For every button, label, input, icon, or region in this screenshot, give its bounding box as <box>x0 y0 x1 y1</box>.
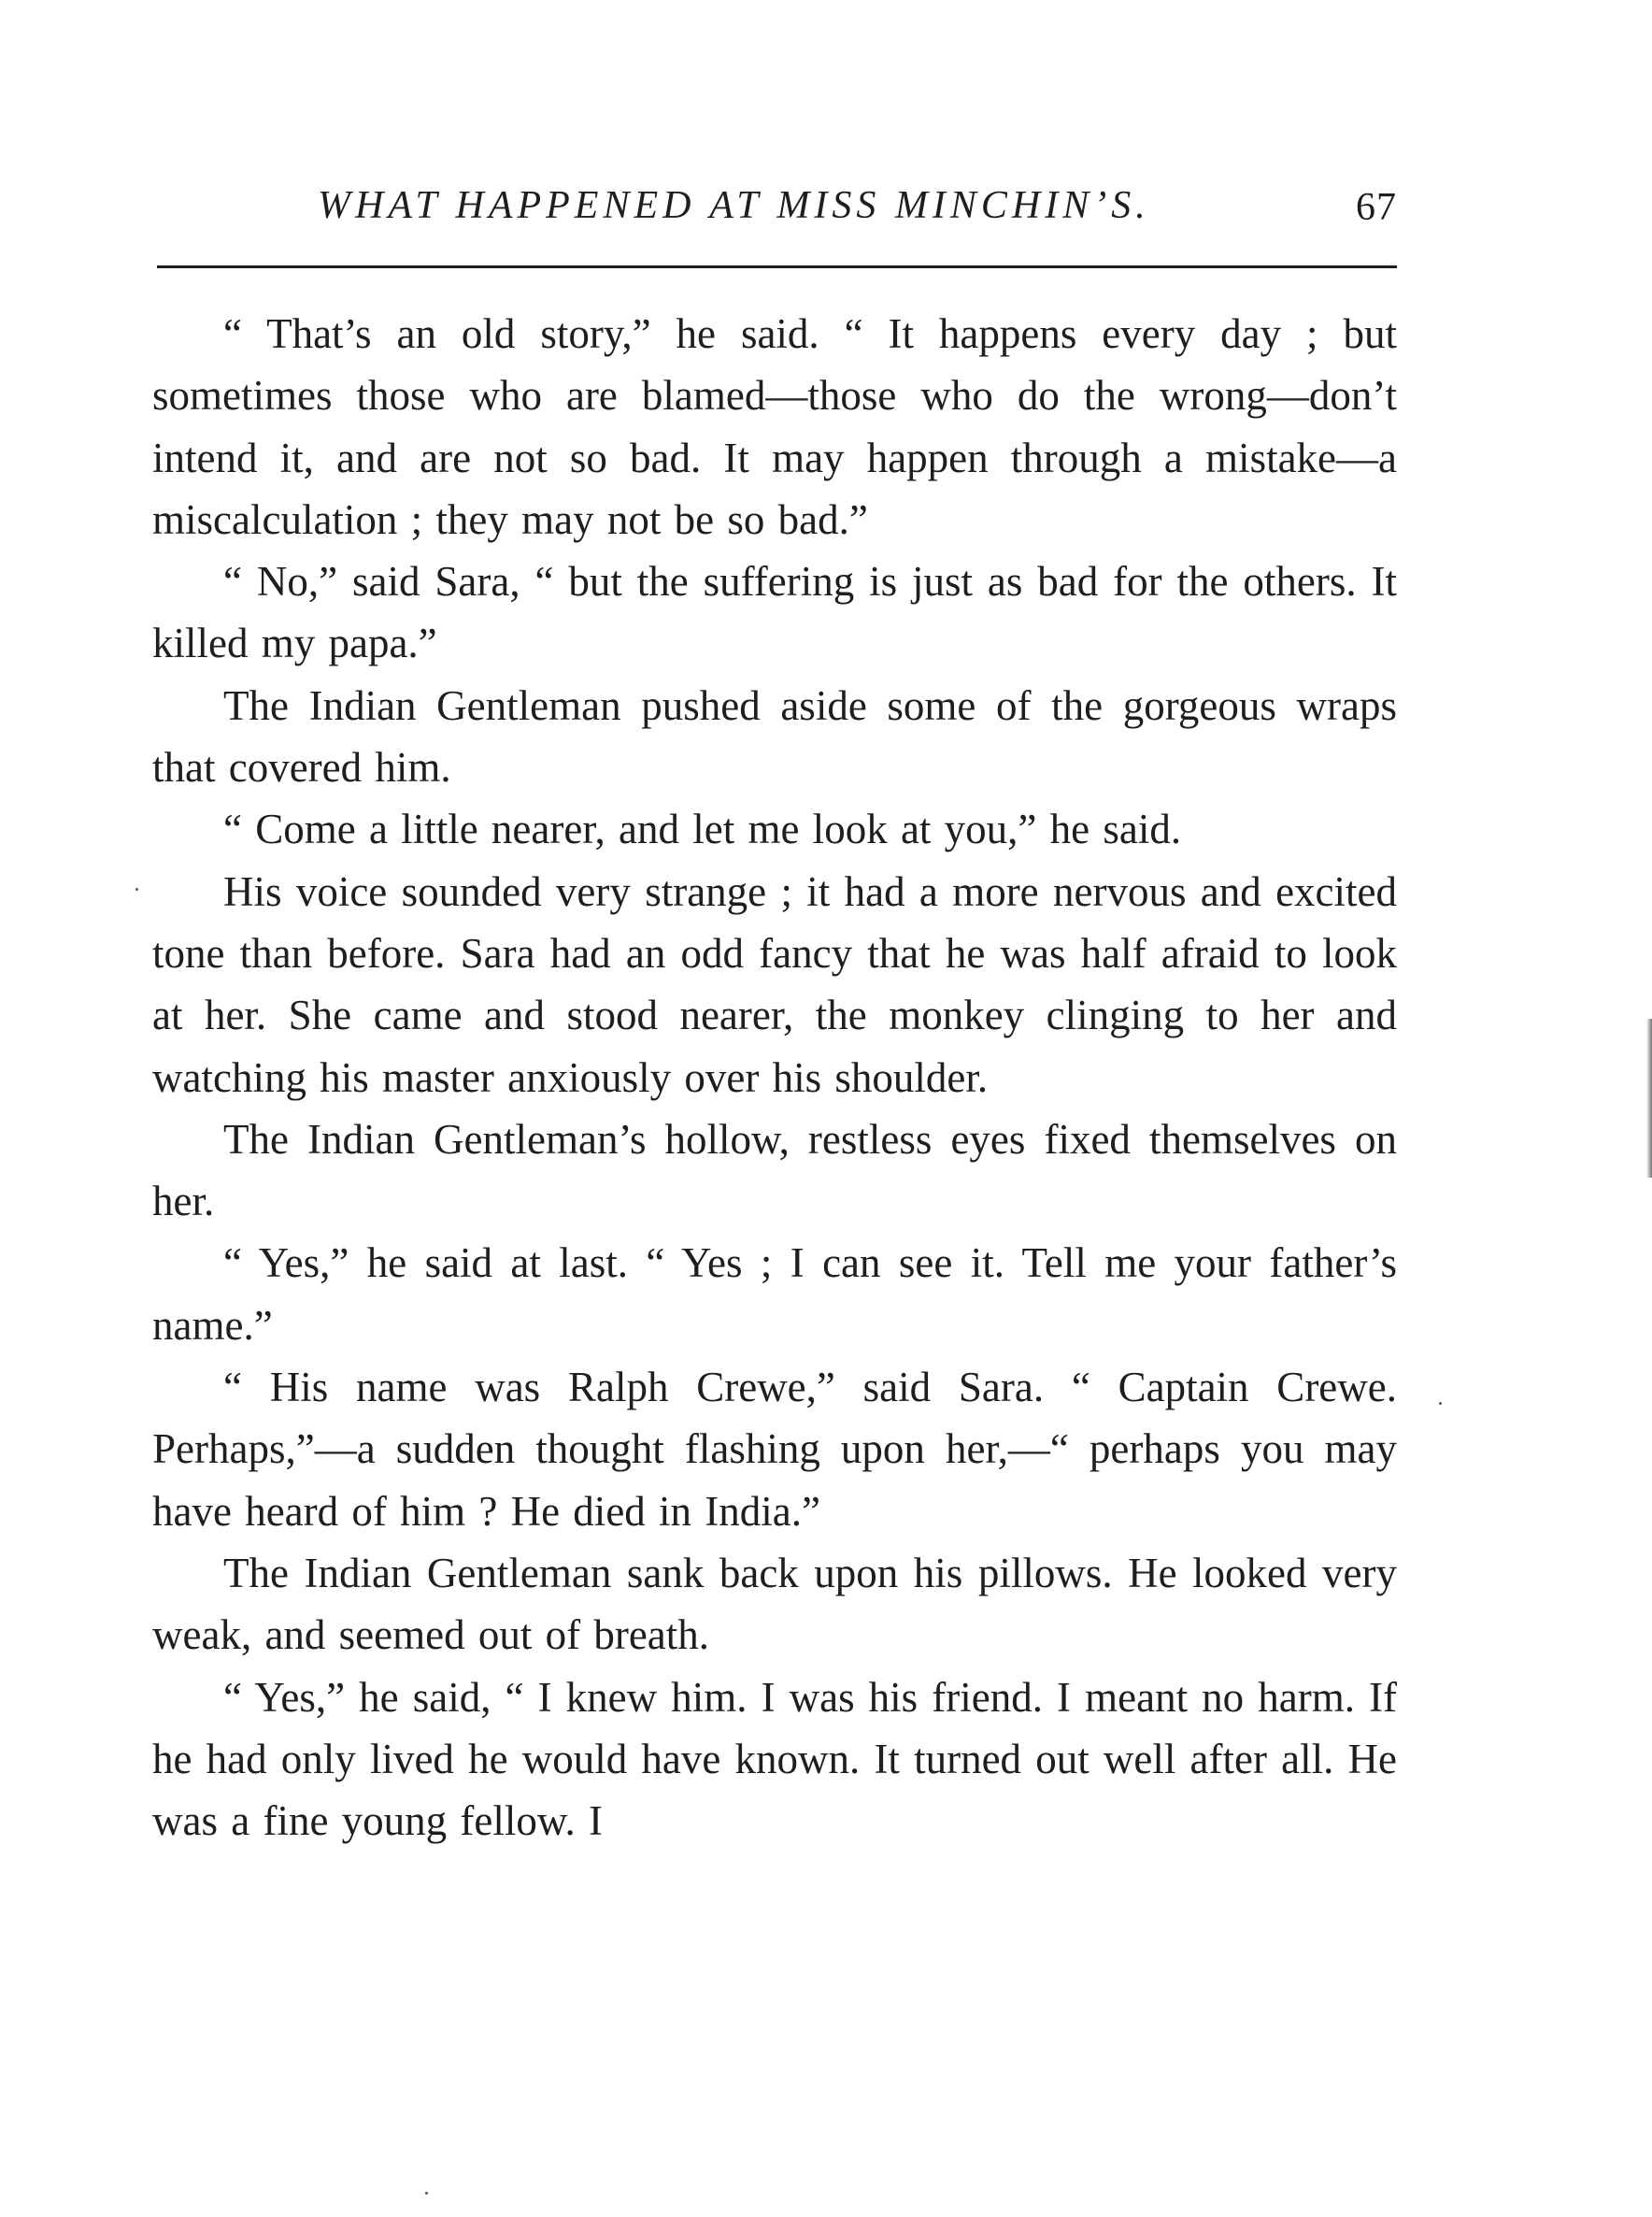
paper-speck <box>1439 1402 1442 1405</box>
paragraph: The Indian Gentleman’s hollow, restless eyes fixed themselves on her. <box>152 1115 1397 1225</box>
paragraph: “ Come a little nearer, and let me look at you,” he said. <box>223 806 1182 853</box>
paragraph: “ That’s an old story,” he said. “ It happens every day ; but sometimes those who are blamed—those who do the wrong—don’t intend it, and are not so bad. It may happen through a mistake—a miscalculation ; they may not be so bad.” <box>152 310 1397 543</box>
paper-speck <box>135 888 138 891</box>
page-edge-shadow <box>1646 1019 1652 1178</box>
paragraph: “ Yes,” he said at last. “ Yes ; I can see it. Tell me your father’s name.” <box>152 1239 1397 1349</box>
paragraph: “ His name was Ralph Crewe,” said Sara. “ Captain Crewe. Perhaps,”—a sudden thought flashing upon her,—“ perhaps you may have heard of him ? He died in India.” <box>152 1364 1397 1535</box>
paper-speck <box>425 2192 428 2195</box>
page-number: 67 <box>1356 186 1397 229</box>
running-title: WHAT HAPPENED AT MISS MINCHIN’S. <box>318 184 1150 227</box>
paragraph: The Indian Gentleman sank back upon his pillows. He looked very weak, and seemed out of breath. <box>152 1549 1397 1659</box>
body-text <box>152 303 1397 1852</box>
paragraph: The Indian Gentleman pushed aside some of the gorgeous wraps that covered him. <box>152 681 1397 792</box>
running-head <box>154 179 1397 239</box>
header-rule <box>157 265 1397 268</box>
paragraph: His voice sounded very strange ; it had a more nervous and excited tone than before. Sara had an odd fancy that he was half afraid to look at her. She came and stood nearer, the monkey clinging to her and watching his master anxiously over his shoulder. <box>152 867 1397 1101</box>
paragraph: “ Yes,” he said, “ I knew him. I was his friend. I meant no harm. If he had only lived he would have known. It turned out well after all. He was a fine young fellow. I <box>152 1673 1397 1845</box>
paragraph: “ No,” said Sara, “ but the suffering is just as bad for the others. It killed my papa.” <box>152 558 1397 667</box>
